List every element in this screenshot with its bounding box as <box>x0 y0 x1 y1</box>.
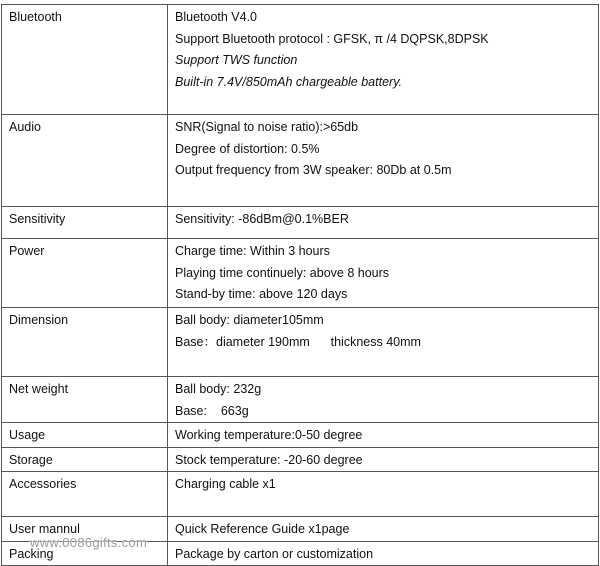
spec-label: Net weight <box>9 382 69 396</box>
spec-row <box>2 115 599 207</box>
spec-row <box>2 308 599 377</box>
spec-row <box>2 207 599 239</box>
spec-label-cell <box>2 5 168 115</box>
spec-row <box>2 472 599 517</box>
spec-value-line: Charge time: Within 3 hours <box>175 244 330 258</box>
spec-value-line: Ball body: diameter105mm <box>175 313 324 327</box>
spec-value-line: Bluetooth V4.0 <box>175 10 258 24</box>
watermark: www.0086gifts.com <box>30 535 148 550</box>
spec-value-line: Base：diameter 190mm thickness 40mm <box>175 334 421 349</box>
spec-value-cell <box>168 239 599 308</box>
spec-row <box>2 541 599 566</box>
spec-label: User mannul <box>9 522 80 536</box>
spec-value-line: Sensitivity: -86dBm@0.1%BER <box>175 212 349 226</box>
spec-value-line: Support TWS function <box>175 53 298 67</box>
spec-row <box>2 447 599 472</box>
spec-value-cell <box>168 541 599 566</box>
spec-value-cell <box>168 377 599 423</box>
spec-label: Audio <box>9 120 41 134</box>
spec-label-cell <box>2 115 168 207</box>
spec-value-cell <box>168 5 599 115</box>
spec-value-line: Charging cable x1 <box>175 477 276 491</box>
spec-label-cell <box>2 239 168 308</box>
spec-value-cell <box>168 517 599 542</box>
spec-row <box>2 377 599 423</box>
spec-label: Accessories <box>9 477 77 491</box>
spec-value-line: Working temperature:0-50 degree <box>175 428 363 442</box>
spec-label: Power <box>9 244 45 258</box>
spec-label-cell <box>2 377 168 423</box>
spec-value-cell <box>168 115 599 207</box>
spec-label-cell <box>2 472 168 517</box>
spec-value-line: Playing time continuely: above 8 hours <box>175 265 390 280</box>
spec-label-cell <box>2 207 168 239</box>
spec-value-line: Stand-by time: above 120 days <box>175 287 348 301</box>
spec-value-line: SNR(Signal to noise ratio):>65db <box>175 120 359 134</box>
spec-table-body <box>2 5 599 566</box>
spec-row <box>2 239 599 308</box>
spec-value-line: Stock temperature: -20-60 degree <box>175 452 363 467</box>
spec-row <box>2 5 599 115</box>
spec-label-cell <box>2 517 168 542</box>
spec-table <box>1 4 599 566</box>
spec-label-cell <box>2 423 168 448</box>
spec-value-line: Built-in 7.4V/850mAh chargeable battery. <box>175 74 402 89</box>
spec-value-cell <box>168 308 599 377</box>
spec-value-cell <box>168 472 599 517</box>
spec-value-line: Support Bluetooth protocol : GFSK, π /4 DQPSK,8DPSK <box>175 31 489 46</box>
spec-label: Dimension <box>9 313 69 327</box>
spec-label: Bluetooth <box>9 10 62 24</box>
spec-value-line: Quick Reference Guide x1page <box>175 522 350 536</box>
spec-label-cell <box>2 308 168 377</box>
spec-label: Sensitivity <box>9 212 66 226</box>
spec-label-cell <box>2 541 168 566</box>
spec-label-cell <box>2 447 168 472</box>
spec-row <box>2 517 599 542</box>
spec-row <box>2 423 599 448</box>
spec-label: Packing <box>9 546 54 561</box>
spec-value-cell <box>168 207 599 239</box>
spec-value-line: Ball body: 232g <box>175 382 262 396</box>
spec-label: Usage <box>9 428 46 442</box>
spec-value-cell <box>168 423 599 448</box>
spec-value-line: Base: 663g <box>175 403 249 418</box>
spec-value-line: Package by carton or customization <box>175 546 374 561</box>
spec-value-line: Degree of distortion: 0.5% <box>175 141 320 156</box>
spec-label: Storage <box>9 452 53 467</box>
spec-value-line: Output frequency from 3W speaker: 80Db at 0.5m <box>175 163 452 177</box>
spec-value-cell <box>168 447 599 472</box>
